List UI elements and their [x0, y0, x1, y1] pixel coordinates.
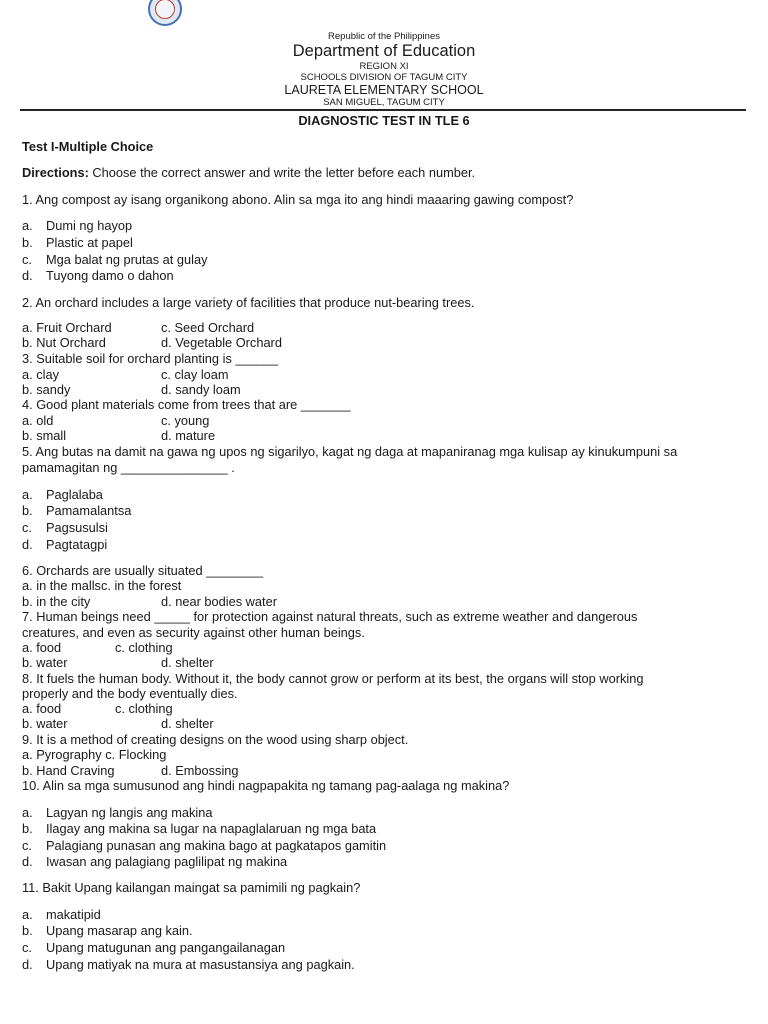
- q8-option-a: a. food: [22, 701, 62, 716]
- q4-option-b: b. small: [22, 428, 67, 443]
- q7-option-c: c. clothing: [115, 640, 173, 655]
- q6-option-a-c: a. in the mallsc. in the forest: [22, 578, 182, 593]
- q8-option-d: d. shelter: [161, 716, 214, 731]
- q2-option-c: c. Seed Orchard: [161, 320, 255, 335]
- question-8-stem-line1: 8. It fuels the human body. Without it, the body cannot grow or perform at its best, the organs will stop working: [22, 671, 644, 686]
- school-name: LAURETA ELEMENTARY SCHOOL: [284, 83, 484, 97]
- q3-option-c: c. clay loam: [161, 367, 229, 382]
- q6-option-d: d. near bodies water: [161, 594, 277, 609]
- q4-option-d: d. mature: [161, 428, 216, 443]
- q7-option-d: d. shelter: [161, 655, 214, 670]
- question-1-stem: 1. Ang compost ay isang organikong abono. Alin sa mga ito ang hindi maaaring gawing compost?: [22, 192, 574, 207]
- question-9-stem: 9. It is a method of creating designs on the wood using sharp object.: [22, 732, 409, 747]
- school-address: SAN MIGUEL, TAGUM CITY: [323, 97, 445, 108]
- question-2-stem: 2. An orchard includes a large variety of facilities that produce nut-bearing trees.: [22, 295, 475, 310]
- header-divider: [20, 109, 746, 111]
- q9-option-a-c: a. Pyrography c. Flocking: [22, 747, 167, 762]
- deped-seal: [148, 0, 182, 26]
- division-line: SCHOOLS DIVISION OF TAGUM CITY: [300, 72, 468, 83]
- q3-option-d: d. sandy loam: [161, 382, 241, 397]
- question-5-stem-line1: 5. Ang butas na damit na gawa ng upos ng sigarilyo, kagat ng daga at mapaniranag mga kulisap ay kinukumpuni sa: [22, 444, 678, 459]
- q4-option-c: c. young: [161, 413, 210, 428]
- q2-option-a: a. Fruit Orchard: [22, 320, 112, 335]
- question-3-stem: 3. Suitable soil for orchard planting is ______: [22, 351, 279, 366]
- q2-option-b: b. Nut Orchard: [22, 335, 106, 350]
- question-5-stem-line2: pamamagitan ng _______________ .: [22, 460, 235, 475]
- directions-label: Directions:: [22, 165, 89, 180]
- question-7-stem-line2: creatures, and even as security against other human beings.: [22, 625, 365, 640]
- q9-option-d: d. Embossing: [161, 763, 239, 778]
- q7-option-a: a. food: [22, 640, 62, 655]
- q4-option-a: a. old: [22, 413, 54, 428]
- q3-option-b: b. sandy: [22, 382, 71, 397]
- question-7-stem-line1: 7. Human beings need _____ for protection against natural threats, such as extreme weather and dangerous: [22, 609, 638, 624]
- q2-option-d: d. Vegetable Orchard: [161, 335, 282, 350]
- q7-option-b: b. water: [22, 655, 68, 670]
- q6-option-b: b. in the city: [22, 594, 91, 609]
- republic-line: Republic of the Philippines: [328, 31, 440, 42]
- q3-option-a: a. clay: [22, 367, 59, 382]
- q9-option-b: b. Hand Craving: [22, 763, 115, 778]
- q8-option-c: c. clothing: [115, 701, 173, 716]
- question-10-stem: 10. Alin sa mga sumusunod ang hindi nagpapakita ng tamang pag-aalaga ng makina?: [22, 778, 510, 793]
- question-11-stem: 11. Bakit Upang kailangan maingat sa pamimili ng pagkain?: [22, 880, 361, 895]
- question-4-stem: 4. Good plant materials come from trees that are _______: [22, 397, 351, 412]
- test-heading: Test I-Multiple Choice: [22, 139, 154, 154]
- test-title: DIAGNOSTIC TEST IN TLE 6: [298, 113, 470, 128]
- region-line: REGION XI: [359, 61, 409, 72]
- directions: [22, 165, 475, 180]
- directions-text: Choose the correct answer and write the letter before each number.: [88, 165, 476, 180]
- department-title: Department of Education: [292, 42, 476, 60]
- question-6-stem: 6. Orchards are usually situated ________: [22, 563, 264, 578]
- question-8-stem-line2: properly and the body eventually dies.: [22, 686, 238, 701]
- q8-option-b: b. water: [22, 716, 68, 731]
